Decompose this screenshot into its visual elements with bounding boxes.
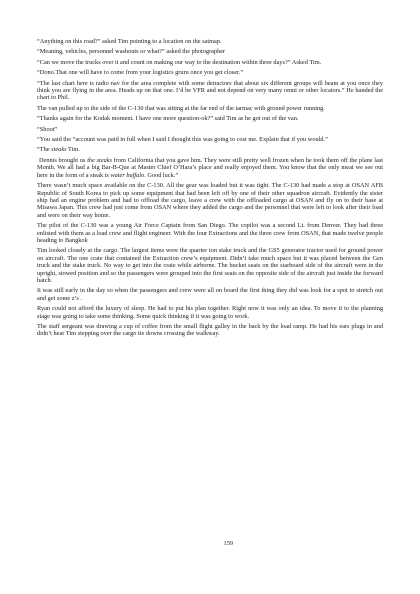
text-run: “Thanks again for the Kodak moment. I have one more question-ok?” said Tim as he got out of the van.: [37, 115, 299, 123]
paragraph: [37, 182, 383, 219]
text-run: “The last chart here is radio nav for the area complete with some detractors that about six different groups will beam at you once they think you are flying in the area. Heads up on that one. I’d be VFR and not depend on very many omni or other locators.” He handed the chart to Phil.: [37, 79, 383, 102]
paragraph: [37, 157, 383, 179]
text-run: . Good luck.”: [144, 171, 179, 179]
text-run: “Dono.That one will have to come from your logistics gruru once you get closer.”: [37, 69, 244, 77]
text-run: “The: [37, 146, 52, 154]
text-run: “Shoot”: [37, 125, 58, 133]
paragraph: [37, 126, 383, 133]
text-run: Tim.: [66, 146, 80, 154]
paragraph: [37, 305, 383, 320]
paragraph: [37, 59, 383, 66]
paragraph: [37, 105, 383, 112]
paragraph: [37, 80, 383, 102]
page-number: 159: [223, 540, 233, 547]
paragraph: [37, 115, 383, 122]
text-run: Dennis brought us: [39, 156, 88, 164]
paragraph: [37, 38, 383, 45]
paragraph: [37, 136, 383, 143]
text-run: The staff sergeant was drawing a cup of coffee from the small flight galley in the back by the load ramp. He had his ears plugs in and didn’t hear Tim stepping over the cargo tie downs crossing the walkway.: [37, 323, 383, 338]
text-run: Ryan could not afford the luxury of sleep. He had to put his plan together. Right now it was only an idea. To move it to the planning stage was going to take some thinking. Some quick thinking if it was going to work.: [37, 305, 383, 320]
text-run: Tim looked closely at the cargo. The largest items were the quarter ton stake truck and the GS5 generator tractor used for ground power on aircraft. The one crate that contained the Extraction crew’s equipment. Didn’t take much space but it was placed between the Gen truck and the stake truck. No way to get into the crate while airborne. The bucket seats on the starboard side of the aircraft were in the upright, stowed position and so the passengers were grouped into the first seats on the opposite side of the aircraft just inside the forward hatch.: [37, 247, 383, 284]
italic-text: steaks: [51, 146, 67, 154]
paragraph: [37, 247, 383, 284]
paragraph: [37, 146, 383, 153]
body-text: [37, 38, 383, 341]
text-run: “Meaning, vehicles, personnel washouts or what?” asked the photographer: [37, 48, 226, 56]
text-run: “You said the “account was paid in full when I said I thought this was going to cost me. Explain that if you would.”: [37, 136, 328, 144]
text-run: “Can we move the trucks over it and count on making our way to the destination within three days?” Asked Tim.: [37, 58, 322, 66]
paragraph: [37, 69, 383, 76]
paragraph: [37, 222, 383, 244]
italic-text: the steaks: [87, 156, 112, 164]
paragraph: [37, 287, 383, 302]
paragraph: [37, 323, 383, 338]
text-run: The pilot of the C-130 was a young Air Force Captain from San Diego. The copilot was a second Lt. from Denver. They had three enlisted with them as a load crew and flight engineer. With the four Extractions and the three crew from OSAN, that made twelve people heading to Bangkok: [37, 222, 383, 244]
italic-text: water buffalo: [110, 171, 145, 179]
text-run: from California that you gave him. They were still pretty well frozen when he took them off the plane last Month. We all had a big Bar-B-Que at Master Chief O’Hara’s place and really enjoyed them. You know that the only meat we see out here in the form of a steak is: [37, 156, 384, 179]
text-run: “Anything on this road?” asked Tim pointing to a location on the satmap.: [37, 38, 222, 45]
text-run: It was still early in the day so when the passengers and crew were all on board the first thing they did was look for a spot to stretch out and get some z’s .: [37, 287, 383, 302]
text-run: The van pulled up to the side of the C-130 that was sitting at the far end of the tarmac with ground power running.: [37, 104, 325, 112]
paragraph: [37, 48, 383, 55]
text-run: There wasn’t much space available on the C-130. All the gear was loaded but it was tight. The C-130 had made a stop at OSAN AFB Republic of South Korea to pick up some equipment that had been left off by one of their other squadron aircraft. Evidently the sister ship had an engine problem and had to offload the cargo, leave a crew with the offloaded cargo at OSAN and fly on to their base at Misawa Japan. This crew had just come from OSAN where they added the cargo and the personnel that were left to look after their load and were on their way home.: [37, 182, 383, 219]
